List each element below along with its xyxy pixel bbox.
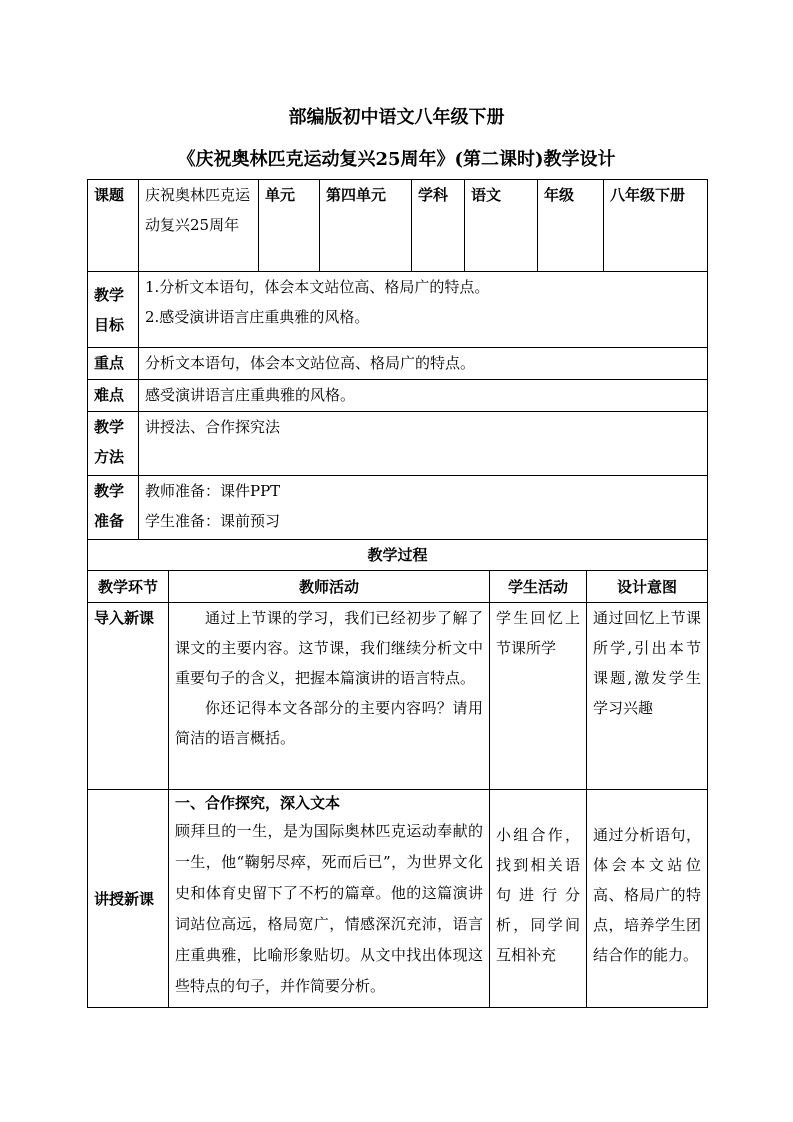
goals-content [139, 272, 708, 348]
difficulty-row [88, 380, 708, 412]
goals-label: 教学目标 [88, 272, 139, 348]
subject-label: 学科 [412, 180, 465, 272]
subject-value: 语文 [465, 180, 538, 272]
design-intent-intro: 通过回忆上节课所学,引出本节课题,激发学生学习兴趣 [587, 603, 708, 790]
teacher-paragraph: 顾拜旦的一生，是为国际奥林匹克运动奉献的一生，他“鞠躬尽瘁，死而后已”，为世界文化史和体育史留下了不朽的篇章。他的这篇演讲词站位高远，格局宽广，情感深沉充沛，语言庄重典雅，比喻形象贴切。从文中找出体现这些特点的句子，并作简要分析。 [175, 822, 483, 995]
process-title: 教学过程 [88, 540, 708, 571]
difficulty-value: 感受演讲语言庄重典雅的风格。 [139, 380, 708, 412]
method-value: 讲授法、合作探究法 [139, 412, 708, 476]
goal-item: 2.感受演讲语言庄重典雅的风格。 [145, 308, 370, 326]
design-intent-teaching: 通过分析语句，体会本文站位高、格局广的特点，培养学生团结合作的能力。 [587, 790, 708, 1008]
unit-value: 第四单元 [320, 180, 412, 272]
grade-value: 八年级下册 [604, 180, 708, 272]
key-point-label: 重点 [88, 348, 139, 380]
stage-teaching: 讲授新课 [88, 790, 169, 1008]
student-prep: 学生准备：课前预习 [145, 512, 281, 530]
teacher-activity-intro [169, 603, 490, 790]
col-header-teacher: 教师活动 [169, 571, 490, 603]
topic-label: 课题 [88, 180, 139, 272]
key-point-row [88, 348, 708, 380]
teacher-prep: 教师准备：课件PPT [145, 482, 281, 500]
section-heading: 一、合作探究，深入文本 [175, 794, 341, 812]
col-header-intent: 设计意图 [587, 571, 708, 603]
col-header-student: 学生活动 [490, 571, 587, 603]
lesson-plan-document [87, 179, 707, 1012]
method-label: 教学方法 [88, 412, 139, 476]
teacher-paragraph: 通过上节课的学习，我们已经初步了解了课文的主要内容。这节课，我们继续分析文中重要句子的含义，把握本篇演讲的语言特点。 [175, 609, 483, 687]
prep-content [139, 476, 708, 540]
process-row-intro [88, 603, 708, 790]
student-activity-intro: 学生回忆上节课所学 [490, 603, 587, 790]
stage-intro: 导入新课 [88, 603, 169, 790]
key-point-value: 分析文本语句，体会本文站位高、格局广的特点。 [139, 348, 708, 380]
prep-row [88, 476, 708, 540]
grade-label: 年级 [538, 180, 604, 272]
goals-row [88, 272, 708, 348]
teacher-paragraph: 你还记得本文各部分的主要内容吗？请用简洁的语言概括。 [175, 699, 483, 747]
teaching-process-table [87, 539, 708, 1008]
doc-title-series: 部编版初中语文八年级下册 [288, 107, 505, 128]
teacher-activity-teaching [169, 790, 490, 1008]
difficulty-label: 难点 [88, 380, 139, 412]
doc-title-lesson: 《庆祝奥林匹克运动复兴25周年》(第二课时)教学设计 [177, 149, 616, 170]
process-header-row [88, 571, 708, 603]
method-row [88, 412, 708, 476]
lesson-info-table [87, 179, 708, 540]
topic-value: 庆祝奥林匹克运动复兴25周年 [139, 180, 259, 272]
process-title-row [88, 540, 708, 571]
goal-item: 1.分析文本语句，体会本文站位高、格局广的特点。 [145, 278, 490, 296]
student-activity-teaching: 小组合作，找到相关语句进行分析，同学间互相补充 [490, 790, 587, 1008]
process-row-teaching [88, 790, 708, 1008]
topic-row [88, 180, 708, 272]
col-header-stage: 教学环节 [88, 571, 169, 603]
prep-label: 教学准备 [88, 476, 139, 540]
unit-label: 单元 [259, 180, 320, 272]
